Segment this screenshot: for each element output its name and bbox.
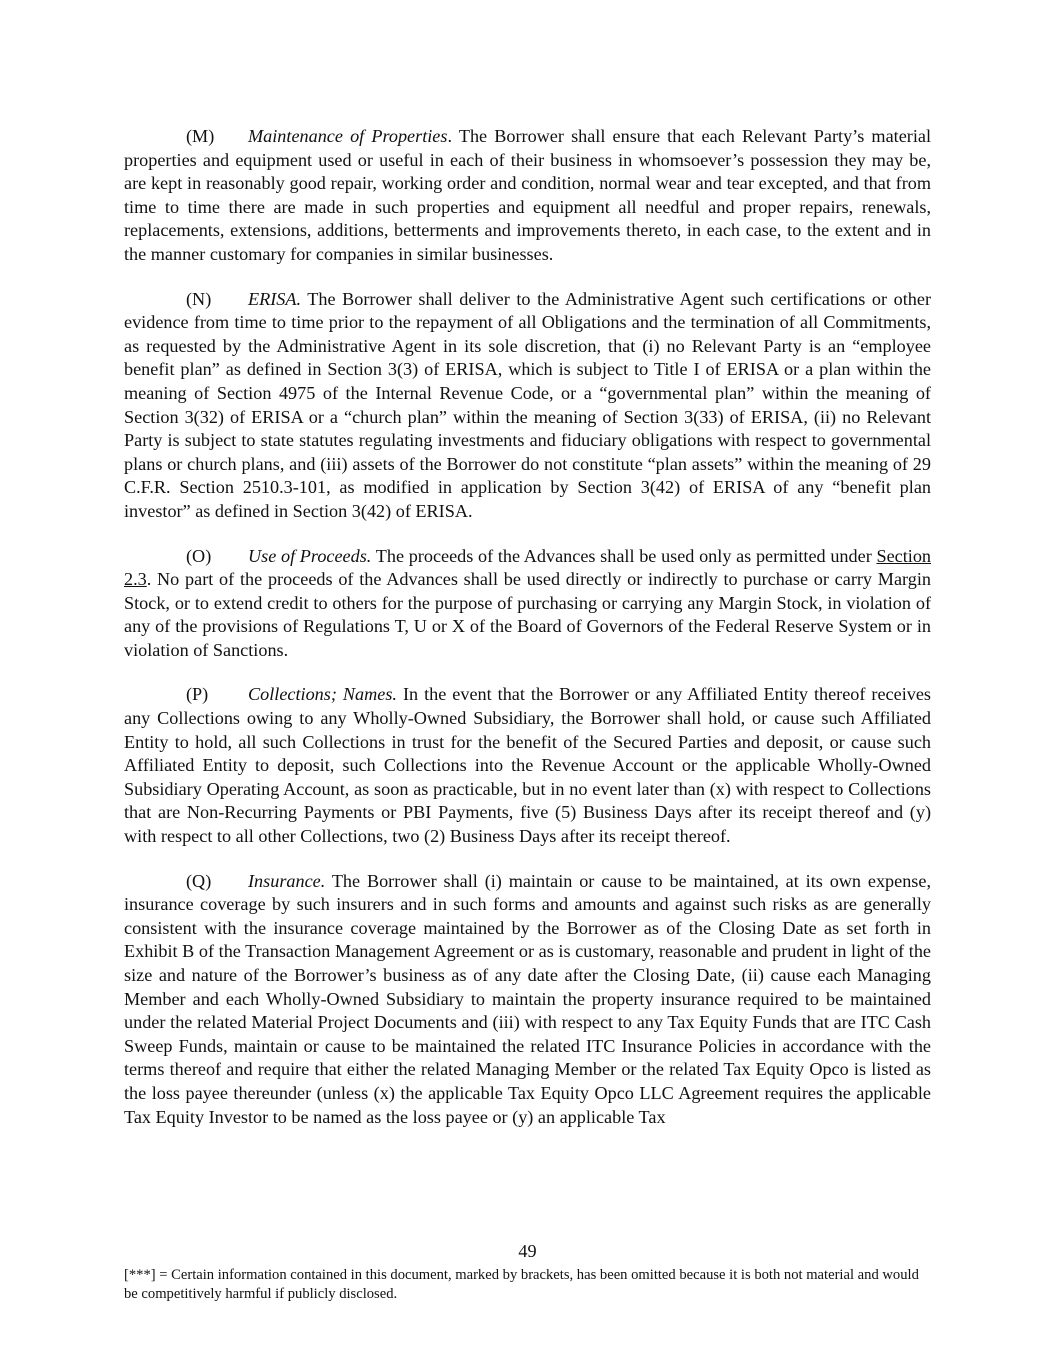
section-number: (M) bbox=[186, 126, 215, 146]
page-number: 49 bbox=[518, 1241, 537, 1261]
section-p bbox=[124, 683, 931, 848]
section-o bbox=[124, 545, 931, 663]
section-heading: Use of Proceeds. bbox=[248, 545, 372, 566]
section-heading: Maintenance of Properties bbox=[248, 126, 448, 146]
section-number: (Q) bbox=[186, 870, 212, 891]
section-text: The Borrower shall deliver to the Administrative Agent such certifications or other evidence from time to time prior to the repayment of all Obligations and the termination of all Commitments, as requested by the Administrative Agent in its sole discretion, that (i) no Relevant Party is an “employee benefit plan” as defined in Section 3(3) of ERISA, which is subject to Title I of ERISA or a plan within the meaning of Section 4975 of the Internal Revenue Code, or a “governmental plan” within the meaning of Section 3(32) of ERISA or a “church plan” within the meaning of Section 3(33) of ERISA, (ii) no Relevant Party is subject to state statutes regulating investments and fiduciary obligations with respect to governmental plans or church plans, and (iii) assets of the Borrower do not constitute “plan assets” within the meaning of 29 C.F.R. Section 2510.3-101, as modified in application by Section 3(42) of ERISA of any “benefit plan investor” as defined in Section 3(42) of ERISA. bbox=[124, 288, 932, 521]
section-cross-reference: Section 2.3 bbox=[124, 545, 932, 590]
heading-separator: . bbox=[447, 126, 459, 146]
section-n bbox=[124, 288, 931, 524]
section-number: (P) bbox=[186, 684, 209, 705]
section-text: In the event that the Borrower or any Affiliated Entity thereof receives any Collections owing to any Wholly-Owned Subsidiary, the Borrower shall hold, or cause such Affiliated Entity to hold, all such Collections in trust for the benefit of the Secured Parties and deposit, or cause such Affiliated Entity to deposit, such Collections into the Revenue Account or the applicable Wholly-Owned Subsidiary Operating Account, as soon as practicable, but in no event later than (x) with respect to Collections that are Non-Recurring Payments or PBI Payments, five (5) Business Days after its receipt thereof and (y) with respect to all other Collections, two (2) Business Days after its receipt thereof. bbox=[124, 684, 931, 847]
section-number: (O) bbox=[186, 545, 212, 566]
section-heading: Collections; Names. bbox=[248, 684, 397, 705]
section-text-after-ref: . No part of the proceeds of the Advances shall be used directly or indirectly to purchase or carry Margin Stock, or to extend credit to others for the purpose of purchasing or carrying any Margin Stock, in violation of any of the provisions of Regulations T, U or X of the Board of Governors of the Federal Reserve System or in violation of Sanctions. bbox=[124, 569, 931, 660]
redaction-footnote: [***] = Certain information contained in this document, marked by brackets, has been omitted because it is both not material and would be competitively harmful if publicly disclosed. bbox=[124, 1267, 919, 1302]
section-q bbox=[124, 870, 931, 1130]
section-text: The Borrower shall ensure that each Relevant Party’s material properties and equipment used or useful in each of their business in whomsoever’s possession they may be, are kept in reasonably good repair, working order and condition, normal wear and tear excepted, and that from time to time there are made in such properties and equipment all needful and proper repairs, renewals, replacements, extensions, additions, betterments and improvements thereto, in each case, to the extent and in the manner customary for companies in similar businesses. bbox=[124, 126, 931, 264]
section-heading: ERISA. bbox=[248, 288, 302, 309]
section-m bbox=[124, 125, 931, 267]
section-heading: Insurance. bbox=[248, 870, 326, 891]
section-text: The Borrower shall (i) maintain or cause to be maintained, at its own expense, insurance coverage by such insurers and in such forms and amounts and against such risks as are generally consistent with the insurance coverage maintained by the Borrower as of the Closing Date as set forth in Exhibit B of the Transaction Management Agreement or as is customary, reasonable and prudent in light of the size and nature of the Borrower’s business as of any date after the Closing Date, (ii) cause each Managing Member and each Wholly-Owned Subsidiary to maintain the property insurance required to be maintained under the related Material Project Documents and (iii) with respect to any Tax Equity Funds that are ITC Cash Sweep Funds, maintain or cause to be maintained the related ITC Insurance Policies in accordance with the terms thereof and require that either the related Managing Member or the related Tax Equity Opco is listed as the loss payee thereunder (unless (x) the applicable Tax Equity Opco LLC Agreement requires the applicable Tax Equity Investor to be named as the loss payee or (y) an applicable Tax bbox=[124, 870, 931, 1127]
section-number: (N) bbox=[186, 288, 212, 309]
section-text-before-ref: The proceeds of the Advances shall be used only as permitted under bbox=[375, 545, 877, 566]
document-body bbox=[124, 125, 931, 1150]
